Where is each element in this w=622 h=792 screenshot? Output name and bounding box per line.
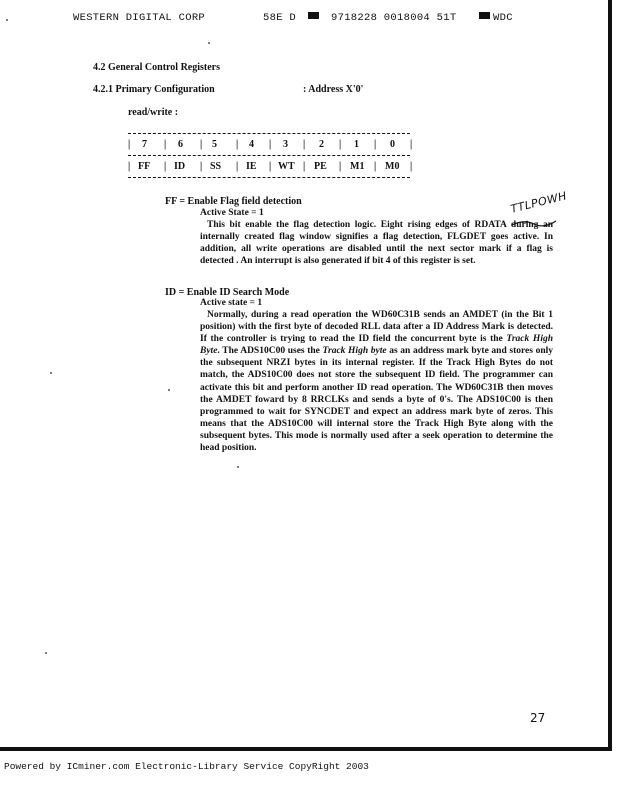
bit-name: PE: [314, 161, 327, 172]
table-rule-bottom: [128, 177, 410, 178]
bit-name: FF: [138, 161, 151, 172]
bit-name: SS: [210, 161, 222, 172]
scan-speck: [45, 652, 47, 654]
handwritten-annotation: TTLPOWH: [509, 189, 569, 216]
bit-name: WT: [278, 161, 295, 172]
handwritten-strikethrough: [510, 218, 558, 228]
footer-copyright: Powered by ICminer.com Electronic-Library Service CopyRight 2003: [4, 761, 369, 772]
bit-name: IE: [246, 161, 257, 172]
page-number: 27: [530, 711, 546, 725]
bit-name: ID: [174, 161, 186, 172]
scan-speck: [208, 42, 210, 44]
header-code: 58E D: [263, 12, 297, 24]
scan-speck: [50, 372, 52, 374]
bit-number: 1: [354, 139, 359, 150]
ff-description: This bit enable the flag detection logic. Eight rising edges of RDATA during an internally created flag window signifies a flag detection, FLGDET goes active. In addition, all write operations are disabled until the next sector mark if a flag is detected . An interrupt is also generated if bit 4 of this register is set.: [200, 220, 553, 267]
header-doc-number: 9718228 0018004 51T: [331, 12, 457, 24]
bit-number: 3: [283, 139, 288, 150]
register-address: : Address X'0': [303, 84, 364, 95]
ff-active-state: Active State = 1: [200, 208, 264, 218]
bit-name: M1: [350, 161, 365, 172]
read-write-label: read/write :: [128, 107, 179, 118]
bit-number: 5: [212, 139, 217, 150]
id-definition-title: ID = Enable ID Search Mode: [165, 287, 290, 298]
bit-number: 7: [142, 139, 147, 150]
bit-name: M0: [385, 161, 400, 172]
bit-number: 2: [319, 139, 324, 150]
bit-number: 0: [390, 139, 395, 150]
bit-name-row: | FF | ID | SS | IE | WT | PE | M1 | M0 |: [128, 161, 413, 172]
id-description: Normally, during a read operation the WD60C31B sends an AMDET (in the Bit 1 position) with the first byte of decoded RLL data after a ID Address Mark is detected. If the controller is trying to read the ID field the concurrent byte is the Track High Byte. The ADS10C00 uses the Track High byte as an address mark byte and stores only the subsequent NRZI bytes in its internal register. If the Track High Bytes do not match, the ADS10C00 does not store the subsequent ID field. The programmer can activate this bit and perform another ID read operation. The WD60C31B then moves the AMDET foward by 8 RRCLKs and sends a byte of 0's. The ADS10C00 is then programmed to wait for SYNCDET and expect an address mark byte of zeros. This means that the ADS10C00 will internal store the Track High Byte along with the subsequent bytes. This mode is normally used after a seek operation to determine the head position.: [200, 310, 554, 454]
scan-speck: [168, 389, 170, 391]
subsection-heading: 4.2.1 Primary Configuration: [93, 84, 215, 95]
section-heading: 4.2 General Control Registers: [93, 62, 221, 73]
company-name: WESTERN DIGITAL CORP: [73, 12, 206, 24]
bit-number: 6: [178, 139, 183, 150]
ff-definition-title: FF = Enable Flag field detection: [165, 196, 302, 207]
scan-header: [73, 12, 543, 28]
table-rule-top: [128, 133, 410, 134]
table-rule-middle: [128, 155, 410, 156]
id-active-state: Active state = 1: [200, 298, 263, 308]
bit-number-row: | 7 | 6 | 5 | 4 | 3 | 2 | 1 | 0 |: [128, 139, 413, 150]
scan-speck: [6, 19, 8, 21]
scan-speck: [237, 466, 239, 468]
header-tag: WDC: [493, 12, 513, 24]
bit-number: 4: [249, 139, 254, 150]
